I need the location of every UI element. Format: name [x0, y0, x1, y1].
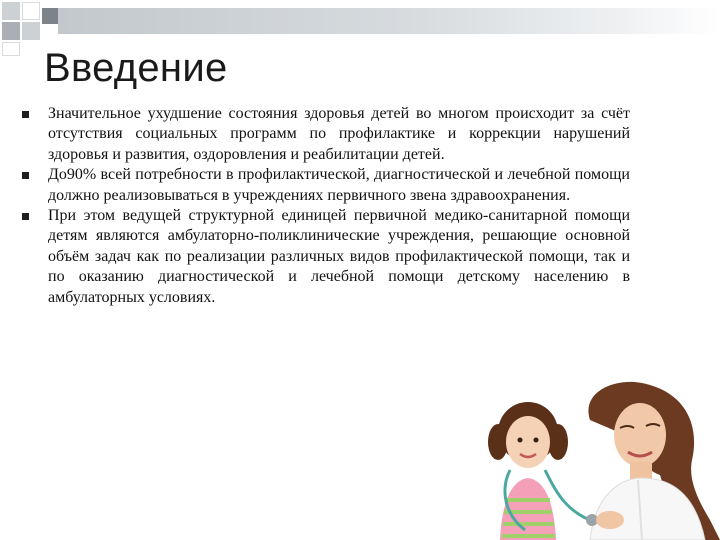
list-item	[20, 206, 630, 308]
square-bullet-icon	[22, 111, 29, 118]
bullet-text: До90% всей потребности в профилактической, диагностической и лечебной помощи должно реализовываться в учреждениях первичного звена здравоохранения.	[48, 166, 630, 204]
bullet-text: При этом ведущей структурной единицей первичной медико-санитарной помощи детям являются амбулаторно-поликлинические учреждения, решающие основной объём задач как по реализации различных видов профилактической помощи, так и по оказанию диагностической и лечебной помощи детскому населению в амбулаторных условиях.	[48, 207, 630, 306]
doctor-with-child-illustration	[470, 380, 720, 540]
bullet-text: Значительное ухудшение состояния здоровья детей во многом происходит за счёт отсутствия социальных программ по профилактике и коррекции нарушений здоровья и развития, оздоровления и реабилитации детей.	[48, 105, 630, 163]
list-item	[20, 165, 630, 206]
header-bar	[58, 8, 720, 34]
list-item	[20, 104, 630, 165]
square-bullet-icon	[22, 172, 29, 179]
slide-title: Введение	[44, 46, 228, 90]
bullet-list	[20, 104, 630, 308]
square-bullet-icon	[22, 213, 29, 220]
